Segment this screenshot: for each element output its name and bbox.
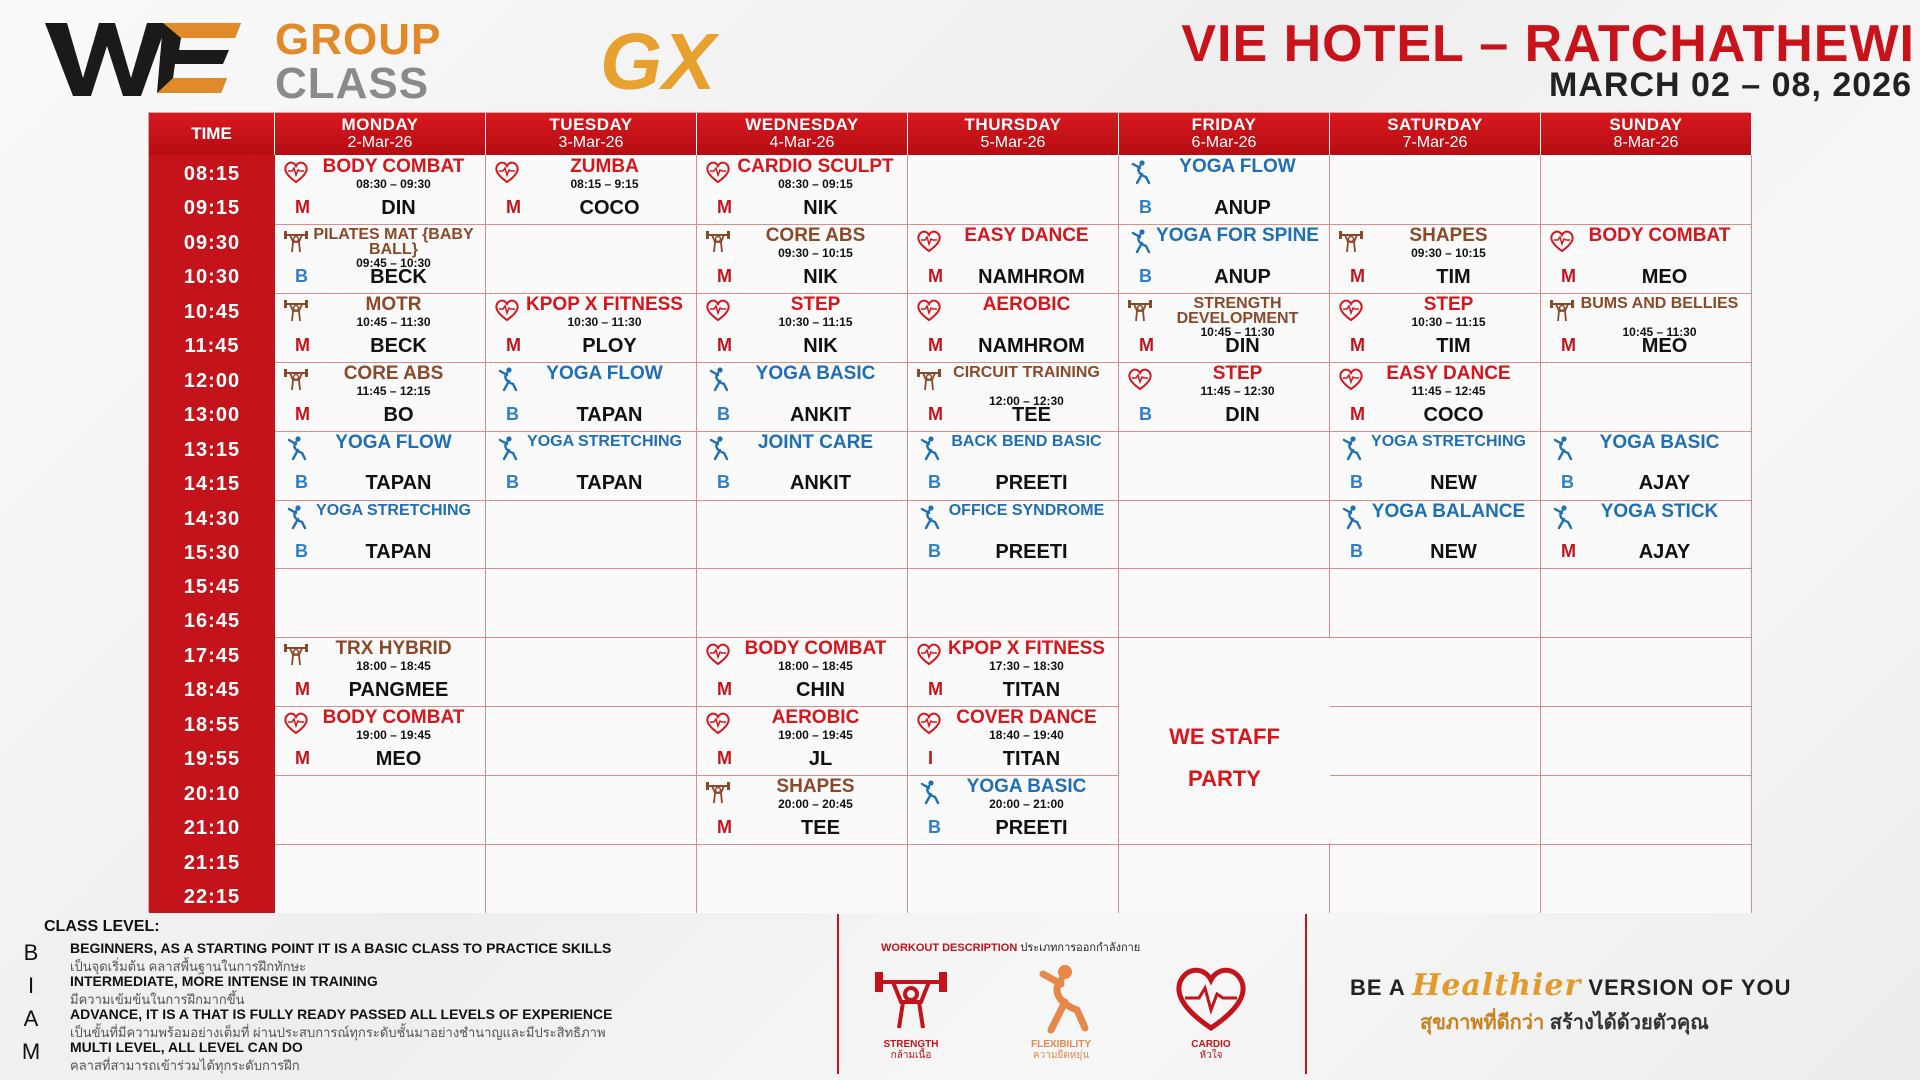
class-instructor: NIK: [803, 334, 838, 357]
class-cell-easy-dance[interactable]: [1330, 362, 1541, 431]
time-end: 19:55: [183, 748, 241, 771]
class-time: 20:00 – 21:00: [989, 797, 1064, 812]
class-cell-joint-care[interactable]: [697, 431, 908, 500]
class-level: B: [1561, 472, 1574, 493]
class-time: 20:00 – 20:45: [778, 797, 853, 812]
hotel-title: VIE HOTEL – RATCHATHEWI: [1181, 15, 1915, 73]
class-cell-aerobic[interactable]: [697, 706, 908, 775]
class-title: CORE ABS: [765, 224, 866, 246]
class-title: YOGA BASIC: [966, 776, 1087, 798]
class-level: M: [928, 679, 943, 700]
class-cell-shapes[interactable]: [697, 775, 908, 844]
class-cell-body-combat[interactable]: [697, 637, 908, 706]
class-time: 10:30 – 11:30: [567, 314, 642, 329]
class-instructor: COCO: [579, 196, 640, 219]
class-time: 08:30 – 09:15: [778, 177, 853, 191]
class-instructor: BECK: [370, 265, 427, 288]
class-title: COVER DANCE: [956, 707, 1097, 729]
class-title: ZUMBA: [570, 156, 639, 177]
class-level: M: [1561, 334, 1576, 355]
time-end: 13:00: [183, 403, 241, 426]
class-title: YOGA FLOW: [1179, 156, 1296, 177]
level-letter: M: [21, 1039, 41, 1064]
class-time: 10:30 – 11:15: [778, 314, 853, 329]
time-start: 20:10: [183, 783, 241, 806]
workout-flexibility-th: ความยืดหยุ่น: [1032, 1050, 1090, 1061]
slogan-part-c: VERSION OF YOU: [1588, 975, 1792, 1000]
level-description: ADVANCE, IT IS A THAT IS FULLY READY PASSED ALL LEVELS OF EXPERIENCE: [70, 1006, 613, 1022]
staff-party-line1: WE STAFF: [1169, 724, 1280, 750]
class-level: B: [295, 265, 308, 286]
class-instructor: NAMHROM: [978, 265, 1085, 288]
class-instructor: NIK: [803, 196, 838, 219]
class-cell-core-abs[interactable]: [697, 224, 908, 293]
class-title: YOGA BASIC: [755, 362, 876, 384]
row-divider: [275, 844, 1752, 845]
day-column-tuesday: [486, 155, 697, 913]
workout-strength: [861, 962, 961, 1061]
schedule-grid: [148, 112, 1750, 912]
day-name: MONDAY: [341, 115, 419, 134]
class-time: 10:45 – 11:30: [356, 314, 431, 329]
class-cell-yoga-stretching[interactable]: [275, 500, 486, 569]
class-level: M: [717, 265, 732, 286]
class-title: YOGA STRETCHING: [1371, 432, 1526, 450]
class-level: B: [1350, 541, 1363, 562]
slogan-part-b: Healthier: [1412, 968, 1582, 1003]
staff-party-line2: PARTY: [1188, 766, 1261, 792]
class-cell-yoga-stretching[interactable]: [486, 431, 697, 500]
time-start: 17:45: [183, 645, 241, 668]
time-start: 18:55: [183, 714, 241, 737]
class-instructor: AJAY: [1638, 472, 1691, 495]
row-divider: [275, 568, 1752, 569]
class-cell-pilates-mat-baby-ball[interactable]: [275, 224, 486, 293]
class-instructor: NIK: [803, 265, 838, 288]
day-date: 3-Mar-26: [558, 134, 624, 151]
class-title: EASY DANCE: [1386, 362, 1511, 384]
class-title: AEROBIC: [771, 707, 860, 729]
level-description: MULTI LEVEL, ALL LEVEL CAN DO: [70, 1039, 303, 1055]
workout-description: [837, 914, 1307, 1074]
class-level: M: [1350, 334, 1365, 355]
class-level: M: [928, 265, 943, 286]
class-cell-yoga-balance[interactable]: [1330, 500, 1541, 569]
flexibility-icon: [1021, 962, 1101, 1034]
class-title: STEP: [1212, 362, 1263, 384]
class-cell-yoga-stretching[interactable]: [1330, 431, 1541, 500]
class-instructor: NEW: [1430, 541, 1477, 564]
day-name: TUESDAY: [549, 115, 633, 134]
day-name: SATURDAY: [1387, 115, 1483, 134]
class-instructor: DIN: [1225, 403, 1260, 426]
class-instructor: TITAN: [1002, 748, 1061, 771]
class-title: OFFICE SYNDROME: [948, 501, 1105, 519]
level-letter: A: [23, 1006, 39, 1031]
time-start: 12:00: [183, 369, 241, 392]
class-title: BUMS AND BELLIES: [1580, 294, 1739, 312]
level-description: BEGINNERS, AS A STARTING POINT IT IS A BASIC CLASS TO PRACTICE SKILLS: [70, 940, 612, 956]
class-instructor: PLOY: [582, 334, 637, 357]
class-title: JOINT CARE: [757, 431, 874, 453]
class-level: B: [717, 403, 730, 424]
class-level: M: [1350, 403, 1365, 424]
workout-strength-en: STRENGTH: [883, 1039, 939, 1050]
time-end: 14:15: [183, 472, 241, 495]
cardio-icon: [1171, 962, 1251, 1034]
class-cell-circuit-training[interactable]: [908, 362, 1119, 431]
class-level: B: [928, 541, 941, 562]
workout-title-en: WORKOUT DESCRIPTION: [881, 942, 1018, 954]
class-time: 18:40 – 19:40: [989, 728, 1064, 743]
class-instructor: MEO: [1641, 265, 1688, 288]
class-instructor: ANUP: [1214, 196, 1271, 219]
class-title: KPOP X FITNESS: [526, 293, 683, 315]
time-start: 13:15: [183, 438, 241, 461]
class-instructor: TIM: [1436, 334, 1471, 357]
class-title: YOGA STICK: [1600, 500, 1719, 522]
day-header-saturday: [1330, 113, 1541, 155]
level-description-thai: เป็นขั้นที่มีความพร้อมอย่างเต็มที่ ผ่านประสบการณ์ทุกระดับชั้นมาอย่างชำนาญและมีประสิทธิภาพ: [70, 1025, 606, 1040]
class-level: M: [717, 679, 732, 700]
class-instructor: JL: [808, 748, 833, 771]
class-level: B: [295, 541, 308, 562]
class-level: M: [717, 334, 732, 355]
class-time: 11:45 – 12:30: [1200, 383, 1275, 398]
class-time: 09:30 – 10:15: [1411, 245, 1486, 260]
class-title: BODY COMBAT: [1588, 224, 1731, 246]
time-end: 15:30: [183, 541, 241, 564]
class-cell-bums-and-bellies[interactable]: [1541, 293, 1752, 362]
class-level: M: [295, 403, 310, 424]
class-instructor: TEE: [1012, 403, 1051, 426]
class-title: YOGA FLOW: [546, 362, 663, 384]
workout-description-title: [881, 938, 1140, 956]
class-level: B: [506, 472, 519, 493]
workout-title-th: ประเภทการออกกำลังกาย: [1020, 942, 1141, 954]
class-cell-body-combat[interactable]: [275, 706, 486, 775]
class-cell-back-bend-basic[interactable]: [908, 431, 1119, 500]
class-title: YOGA FLOW: [335, 431, 452, 453]
class-title: BODY COMBAT: [322, 707, 465, 729]
class-cell-cardio-sculpt[interactable]: [697, 155, 908, 224]
class-title: STRENGTH DEVELOPMENT: [1176, 294, 1299, 327]
class-level: M: [1350, 265, 1365, 286]
class-title: YOGA STRETCHING: [316, 501, 471, 519]
slogan: [1350, 968, 1792, 1003]
class-instructor: TAPAN: [365, 472, 432, 495]
class-cell-yoga-stick[interactable]: [1541, 500, 1752, 569]
class-cell-aerobic[interactable]: [908, 293, 1119, 362]
class-level: M: [717, 748, 732, 769]
day-header-wednesday: [697, 113, 908, 155]
staff-party-block: [1119, 638, 1330, 843]
class-level: B: [928, 816, 941, 837]
class-title: SHAPES: [1409, 224, 1488, 246]
class-instructor: MEO: [375, 748, 422, 771]
level-description: INTERMEDIATE, MORE INTENSE IN TRAINING: [70, 973, 378, 989]
class-title: KPOP X FITNESS: [948, 638, 1105, 660]
time-start: 09:30: [183, 231, 241, 254]
class-cell-cover-dance[interactable]: [908, 706, 1119, 775]
group-class-wordmark: [275, 15, 442, 108]
day-date: 4-Mar-26: [769, 134, 835, 151]
time-start: 10:45: [183, 300, 241, 323]
slogan-part-a: BE A: [1350, 975, 1405, 1000]
class-level: B: [1139, 403, 1152, 424]
slogan-thai: [1420, 1006, 1709, 1038]
class-cell-step[interactable]: [697, 293, 908, 362]
class-level: B: [506, 403, 519, 424]
class-time: 17:30 – 18:30: [989, 659, 1064, 674]
time-end: 10:30: [183, 265, 241, 288]
class-level: M: [1561, 541, 1576, 562]
logo-class-text: CLASS: [275, 59, 430, 108]
class-level: M: [928, 334, 943, 355]
class-level: B: [1350, 472, 1363, 493]
class-instructor: BECK: [370, 334, 427, 357]
class-title: BODY COMBAT: [322, 156, 465, 177]
time-end: 09:15: [183, 197, 241, 219]
class-time: 09:30 – 10:15: [778, 245, 853, 260]
class-instructor: CHIN: [796, 679, 845, 702]
class-title: BODY COMBAT: [744, 638, 887, 660]
class-cell-yoga-basic[interactable]: [908, 775, 1119, 844]
class-cell-yoga-flow[interactable]: [486, 362, 697, 431]
class-level: M: [717, 196, 732, 217]
class-title: STEP: [790, 293, 841, 315]
level-letter: B: [23, 940, 39, 965]
level-description-thai: เป็นจุดเริ่มต้น คลาสพื้นฐานในการฝึกทักษะ: [70, 959, 307, 974]
workout-cardio-th: หัวใจ: [1199, 1050, 1223, 1061]
gx-wordmark: [600, 17, 716, 106]
class-level: M: [928, 403, 943, 424]
class-cell-easy-dance[interactable]: [908, 224, 1119, 293]
class-cell-motr[interactable]: [275, 293, 486, 362]
day-date: 6-Mar-26: [1191, 134, 1257, 151]
class-instructor: NEW: [1430, 472, 1477, 495]
class-cell-trx-hybrid[interactable]: [275, 637, 486, 706]
class-cell-kpop-x-fitness[interactable]: [908, 637, 1119, 706]
day-name: THURSDAY: [964, 115, 1062, 134]
class-instructor: PREETI: [995, 816, 1068, 839]
class-cell-yoga-flow[interactable]: [275, 431, 486, 500]
class-instructor: TAPAN: [576, 472, 643, 495]
class-instructor: DIN: [381, 196, 416, 219]
class-title: PILATES MAT {BABY BALL}: [313, 225, 474, 258]
class-instructor: COCO: [1423, 403, 1484, 426]
we-logo-icon: [45, 18, 245, 98]
time-start: 08:15: [183, 163, 241, 185]
class-instructor: ANKIT: [789, 472, 852, 495]
level-description-thai: มีความเข้มข้นในการฝึกมากขึ้น: [70, 992, 245, 1007]
class-title: CARDIO SCULPT: [737, 156, 894, 177]
schedule-dates: MARCH 02 – 08, 2026: [1549, 66, 1912, 104]
workout-strength-th: กล้ามเนื้อ: [890, 1050, 932, 1061]
class-instructor: ANKIT: [789, 403, 852, 426]
class-title: TRX HYBRID: [335, 638, 452, 660]
class-time: 12:00 – 12:30: [989, 393, 1064, 408]
class-cell-shapes[interactable]: [1330, 224, 1541, 293]
day-header-thursday: [908, 113, 1119, 155]
staff-party-text: [1119, 716, 1330, 800]
class-level: I: [928, 748, 934, 769]
class-time: 09:45 – 10:30: [356, 255, 431, 270]
class-cell-body-combat[interactable]: [275, 155, 486, 224]
class-title: STEP: [1423, 293, 1474, 315]
class-time: 19:00 – 19:45: [356, 728, 431, 743]
strength-icon: [871, 962, 951, 1034]
class-title: YOGA BASIC: [1599, 431, 1720, 453]
workout-cardio: [1161, 962, 1261, 1061]
class-instructor: PREETI: [995, 541, 1068, 564]
class-title: CORE ABS: [343, 362, 444, 384]
class-title: SHAPES: [776, 776, 855, 798]
class-level: M: [717, 816, 732, 837]
day-name: WEDNESDAY: [745, 115, 859, 134]
class-title: MOTR: [365, 293, 422, 315]
time-end: 21:10: [183, 817, 241, 840]
class-instructor: NAMHROM: [978, 334, 1085, 357]
class-cell-yoga-for-spine[interactable]: [1119, 224, 1330, 293]
day-header-friday: [1119, 113, 1330, 155]
class-title: YOGA STRETCHING: [527, 432, 682, 450]
level-letter: I: [27, 973, 35, 998]
class-level: M: [1139, 334, 1154, 355]
class-level: B: [1139, 196, 1152, 217]
day-name: FRIDAY: [1191, 115, 1257, 134]
class-title: EASY DANCE: [964, 224, 1089, 246]
class-cell-zumba[interactable]: [486, 155, 697, 224]
class-instructor: TITAN: [1002, 679, 1061, 702]
class-time: 11:45 – 12:15: [356, 383, 431, 398]
class-time: 08:15 – 9:15: [570, 177, 639, 191]
class-instructor: TAPAN: [576, 403, 643, 426]
day-header-tuesday: [486, 113, 697, 155]
day-date: 5-Mar-26: [980, 134, 1046, 151]
class-instructor: ANUP: [1214, 265, 1271, 288]
slogan-thai-a: สุขภาพที่ดีกว่า: [1420, 1012, 1545, 1034]
class-level: M: [1561, 265, 1576, 286]
class-instructor: PREETI: [995, 472, 1068, 495]
class-instructor: PANGMEE: [348, 679, 449, 702]
class-level: M: [506, 334, 521, 355]
class-cell-yoga-basic[interactable]: [697, 362, 908, 431]
time-header: TIME: [149, 113, 275, 155]
class-instructor: TIM: [1436, 265, 1471, 288]
class-instructor: TEE: [801, 816, 840, 839]
class-title: CIRCUIT TRAINING: [953, 363, 1100, 381]
class-level: B: [1139, 265, 1152, 286]
day-date: 7-Mar-26: [1402, 134, 1468, 151]
class-level: M: [295, 679, 310, 700]
class-level-title: CLASS LEVEL:: [44, 918, 160, 935]
footer: [0, 912, 1920, 1080]
class-title: AEROBIC: [982, 293, 1071, 315]
class-time: 10:45 – 11:30: [1200, 324, 1275, 339]
class-instructor: DIN: [1225, 334, 1260, 357]
time-end: 16:45: [183, 610, 241, 633]
time-end: 11:45: [184, 334, 240, 357]
class-level: M: [295, 196, 310, 217]
class-cell-office-syndrome[interactable]: [908, 500, 1119, 569]
time-start: 15:45: [183, 576, 241, 599]
class-instructor: AJAY: [1638, 541, 1691, 564]
class-time: 19:00 – 19:45: [778, 728, 853, 743]
class-cell-step[interactable]: [1330, 293, 1541, 362]
day-header-monday: [275, 113, 486, 155]
class-level: M: [295, 334, 310, 355]
class-cell-body-combat[interactable]: [1541, 224, 1752, 293]
class-cell-strength-development[interactable]: [1119, 293, 1330, 362]
class-cell-kpop-x-fitness[interactable]: [486, 293, 697, 362]
class-time: 11:45 – 12:45: [1411, 383, 1486, 398]
class-title: YOGA FOR SPINE: [1156, 224, 1319, 246]
logo-gx-text: GX: [600, 17, 716, 106]
class-cell-step[interactable]: [1119, 362, 1330, 431]
day-date: 2-Mar-26: [347, 134, 413, 151]
time-start: 21:15: [183, 852, 241, 874]
day-header-sunday: [1541, 113, 1752, 155]
class-time: 18:00 – 18:45: [356, 659, 431, 674]
logo-group-text: GROUP: [275, 15, 442, 64]
class-cell-yoga-basic[interactable]: [1541, 431, 1752, 500]
slogan-thai-b: สร้างได้ด้วยตัวคุณ: [1549, 1012, 1709, 1034]
time-end: 22:15: [183, 886, 241, 908]
time-start: 14:30: [183, 507, 241, 530]
level-description-thai: คลาสที่สามารถเข้าร่วมได้ทุกระดับการฝึก: [70, 1058, 300, 1073]
class-time: 18:00 – 18:45: [778, 659, 853, 674]
workout-flexibility-en: FLEXIBILITY: [1031, 1039, 1091, 1050]
class-instructor: TAPAN: [365, 541, 432, 564]
brand-logo: [45, 14, 735, 108]
class-time: 10:30 – 11:15: [1411, 314, 1486, 329]
workout-flexibility: [1011, 962, 1111, 1061]
class-level: B: [928, 472, 941, 493]
class-instructor: BO: [383, 403, 414, 426]
class-level: M: [506, 196, 521, 217]
time-end: 18:45: [183, 679, 241, 702]
day-date: 8-Mar-26: [1613, 134, 1679, 151]
class-cell-core-abs[interactable]: [275, 362, 486, 431]
workout-cardio-en: CARDIO: [1191, 1039, 1231, 1050]
class-cell-yoga-flow[interactable]: [1119, 155, 1330, 224]
class-title: BACK BEND BASIC: [951, 432, 1102, 450]
class-level: B: [295, 472, 308, 493]
class-level: M: [295, 748, 310, 769]
day-name: SUNDAY: [1609, 115, 1683, 134]
class-time: 10:45 – 11:30: [1622, 324, 1697, 339]
time-column: [149, 155, 275, 913]
class-level: B: [717, 472, 730, 493]
class-title: YOGA BALANCE: [1371, 500, 1526, 522]
class-time: 08:30 – 09:30: [356, 177, 431, 191]
class-instructor: MEO: [1641, 334, 1688, 357]
